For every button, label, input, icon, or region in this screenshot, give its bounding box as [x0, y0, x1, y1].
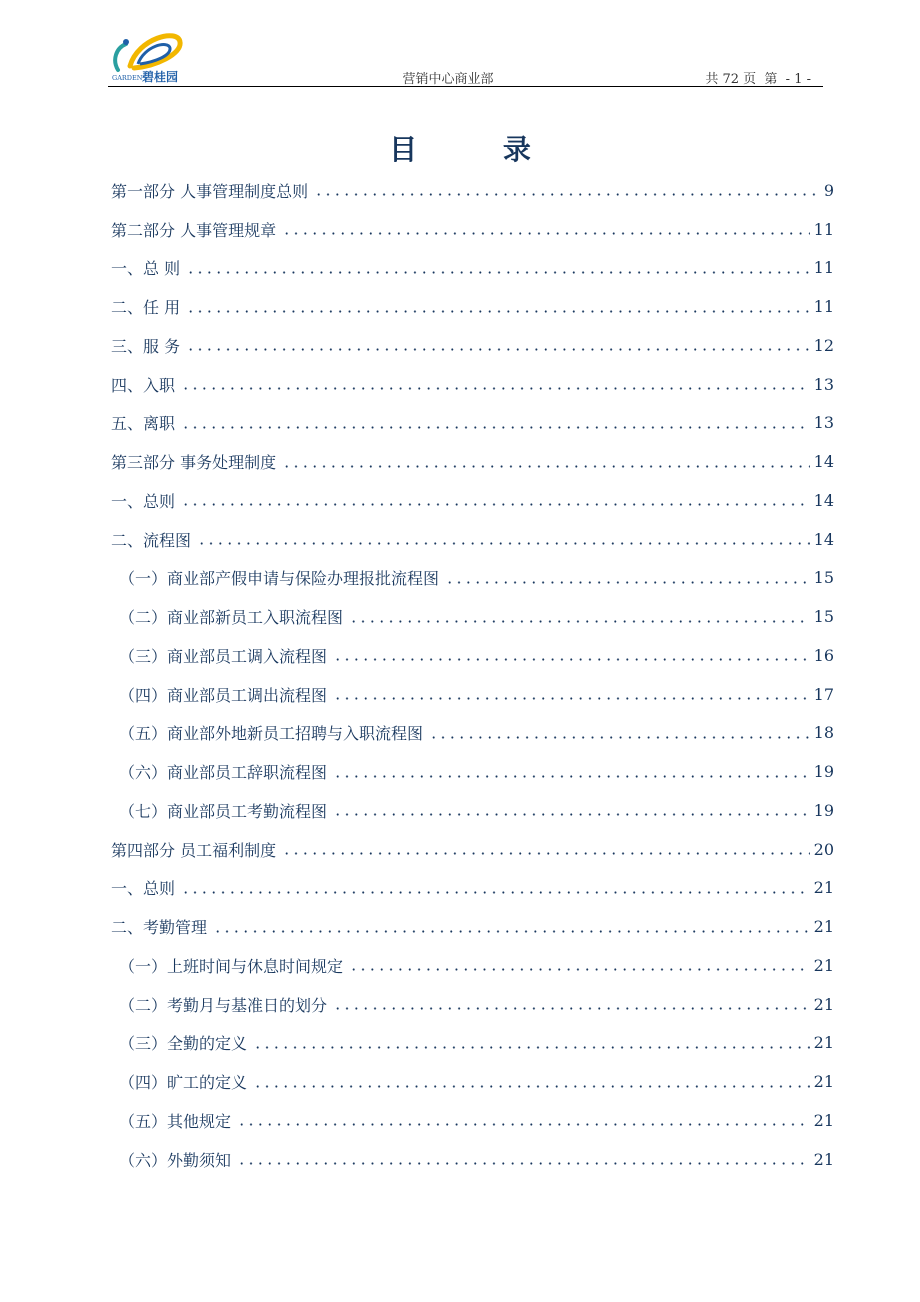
toc-entry[interactable] — [111, 171, 834, 210]
toc-entry[interactable] — [111, 442, 834, 481]
table-of-contents — [111, 171, 834, 1179]
toc-entry[interactable] — [111, 520, 834, 559]
toc-entry-title: 二、任 用 — [111, 298, 181, 318]
toc-page-number: 13 — [813, 374, 834, 394]
toc-dot-leader — [282, 232, 810, 235]
svg-text:碧桂园: 碧桂园 — [142, 70, 179, 84]
toc-dot-leader — [237, 1123, 810, 1126]
toc-dot-leader — [349, 968, 810, 971]
toc-dot-leader — [181, 503, 810, 506]
toc-entry[interactable] — [111, 946, 834, 985]
toc-entry-title: 第三部分 事务处理制度 — [111, 453, 277, 473]
toc-page-number: 11 — [813, 297, 834, 317]
toc-dot-leader — [237, 1162, 810, 1165]
toc-dot-leader — [429, 736, 810, 739]
toc-page-number: 16 — [813, 645, 834, 665]
toc-dot-leader — [314, 193, 820, 196]
toc-entry-title: （一）上班时间与休息时间规定 — [119, 956, 344, 976]
toc-entry[interactable] — [111, 869, 834, 908]
toc-dot-leader — [213, 930, 810, 933]
toc-dot-leader — [186, 271, 810, 274]
toc-dot-leader — [197, 542, 810, 545]
toc-entry[interactable] — [111, 985, 834, 1024]
toc-entry[interactable] — [111, 597, 834, 636]
toc-entry[interactable] — [111, 907, 834, 946]
toc-dot-leader — [333, 1007, 810, 1010]
toc-page-number: 15 — [813, 568, 834, 588]
toc-dot-leader — [253, 1046, 810, 1049]
toc-page-number: 11 — [813, 258, 834, 278]
page-header — [108, 30, 823, 88]
toc-page-number: 21 — [813, 1110, 834, 1130]
toc-page-number: 19 — [813, 762, 834, 782]
toc-dot-leader — [333, 775, 810, 778]
toc-page-number: 9 — [823, 180, 834, 200]
toc-page-number: 21 — [813, 878, 834, 898]
toc-dot-leader — [333, 813, 810, 816]
toc-dot-leader — [181, 891, 810, 894]
toc-entry[interactable] — [111, 791, 834, 830]
toc-entry[interactable] — [111, 675, 834, 714]
toc-page-number: 14 — [813, 490, 834, 510]
toc-entry[interactable] — [111, 404, 834, 443]
toc-entry[interactable] — [111, 1024, 834, 1063]
toc-entry[interactable] — [111, 481, 834, 520]
toc-page-number: 21 — [813, 994, 834, 1014]
toc-entry-title: 三、服 务 — [111, 336, 181, 356]
toc-entry-title: （七）商业部员工考勤流程图 — [119, 801, 328, 821]
toc-entry-title: （四）旷工的定义 — [119, 1073, 248, 1093]
toc-page-number: 21 — [813, 1149, 834, 1169]
toc-page-number: 14 — [813, 452, 834, 472]
toc-entry-title: 第一部分 人事管理制度总则 — [111, 181, 309, 201]
toc-entry-title: （五）其他规定 — [119, 1111, 232, 1131]
toc-entry[interactable] — [111, 1140, 834, 1179]
toc-entry-title: （三）全勤的定义 — [119, 1034, 248, 1054]
toc-page-number: 19 — [813, 800, 834, 820]
header-department: 营销中心商业部 — [402, 72, 494, 87]
toc-dot-leader — [282, 465, 810, 468]
toc-entry-title: 四、入职 — [111, 375, 176, 395]
header-page-info: 共 72 页 第 - 1 - — [705, 72, 811, 87]
toc-entry[interactable] — [111, 210, 834, 249]
toc-page-number: 21 — [813, 917, 834, 937]
toc-entry[interactable] — [111, 714, 834, 753]
toc-page-number: 20 — [813, 839, 834, 859]
toc-dot-leader — [181, 426, 810, 429]
toc-entry-title: （一）商业部产假申请与保险办理报批流程图 — [119, 569, 440, 589]
toc-dot-leader — [186, 348, 810, 351]
toc-entry-title: （六）商业部员工辞职流程图 — [119, 763, 328, 783]
toc-page-number: 12 — [813, 335, 834, 355]
toc-dot-leader — [333, 658, 810, 661]
toc-page-number: 11 — [813, 219, 834, 239]
toc-entry-title: 二、流程图 — [111, 530, 192, 550]
toc-entry-title: （三）商业部员工调入流程图 — [119, 646, 328, 666]
toc-entry[interactable] — [111, 365, 834, 404]
toc-dot-leader — [349, 620, 810, 623]
toc-entry-title: 一、总则 — [111, 491, 176, 511]
toc-page-number: 15 — [813, 607, 834, 627]
toc-dot-leader — [282, 852, 810, 855]
toc-entry-title: 二、考勤管理 — [111, 918, 208, 938]
toc-dot-leader — [333, 697, 810, 700]
toc-entry[interactable] — [111, 830, 834, 869]
toc-entry[interactable] — [111, 249, 834, 288]
toc-entry-title: 一、总则 — [111, 879, 176, 899]
toc-page-number: 17 — [813, 684, 834, 704]
header-divider — [108, 86, 823, 87]
toc-entry-title: （五）商业部外地新员工招聘与入职流程图 — [119, 724, 424, 744]
toc-entry-title: （二）商业部新员工入职流程图 — [119, 608, 344, 628]
toc-entry-title: （六）外勤须知 — [119, 1150, 232, 1170]
toc-page-number: 18 — [813, 723, 834, 743]
svg-text:GARDEN: GARDEN — [112, 74, 143, 82]
toc-entry[interactable] — [111, 287, 834, 326]
toc-dot-leader — [186, 310, 810, 313]
toc-entry-title: 第二部分 人事管理规章 — [111, 220, 277, 240]
toc-entry-title: 一、总 则 — [111, 259, 181, 279]
toc-dot-leader — [445, 581, 810, 584]
toc-page-number: 21 — [813, 955, 834, 975]
toc-entry-title: （二）考勤月与基准日的划分 — [119, 995, 328, 1015]
toc-entry[interactable] — [111, 1101, 834, 1140]
toc-entry[interactable] — [111, 1062, 834, 1101]
toc-title: 目 录 — [389, 133, 569, 166]
toc-page-number: 21 — [813, 1072, 834, 1092]
toc-dot-leader — [253, 1085, 810, 1088]
toc-entry[interactable] — [111, 752, 834, 791]
toc-entry[interactable] — [111, 326, 834, 365]
toc-page-number: 13 — [813, 413, 834, 433]
toc-page-number: 14 — [813, 529, 834, 549]
toc-entry-title: 五、离职 — [111, 414, 176, 434]
toc-entry[interactable] — [111, 636, 834, 675]
toc-entry-title: 第四部分 员工福利制度 — [111, 840, 277, 860]
company-logo — [108, 30, 188, 86]
toc-entry-title: （四）商业部员工调出流程图 — [119, 685, 328, 705]
toc-dot-leader — [181, 387, 810, 390]
toc-page-number: 21 — [813, 1033, 834, 1053]
toc-entry[interactable] — [111, 559, 834, 598]
